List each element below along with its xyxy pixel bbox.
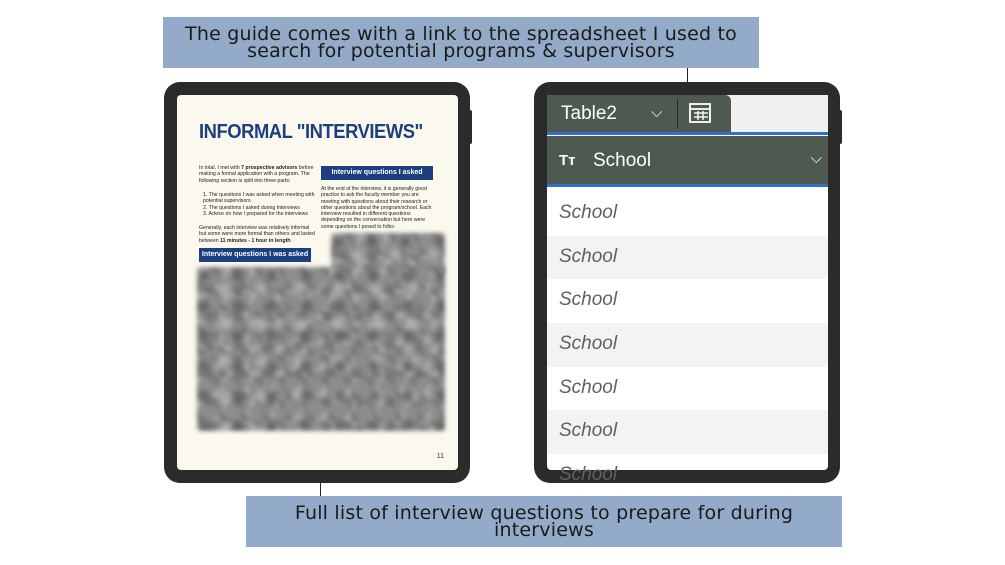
column-header[interactable] bbox=[547, 136, 828, 184]
table-tab[interactable] bbox=[547, 95, 731, 133]
right-tablet bbox=[534, 82, 840, 486]
bottom-callout-text: Full list of interview questions to prepare for during interviews bbox=[294, 502, 794, 541]
header-accent-line bbox=[547, 132, 828, 135]
section-bar-i-asked: Interview questions I asked bbox=[321, 166, 433, 180]
tab-divider bbox=[677, 99, 678, 129]
cell-text: School bbox=[559, 420, 618, 442]
page-title: INFORMAL "INTERVIEWS" bbox=[199, 121, 423, 143]
left-tablet bbox=[164, 82, 470, 483]
table-row[interactable] bbox=[547, 236, 828, 280]
list-item: 1. The questions I was asked when meeting with potential supervisors bbox=[203, 192, 315, 205]
text-type-icon: Tт bbox=[559, 152, 576, 169]
table-rows bbox=[547, 192, 828, 498]
tablet-side-button bbox=[838, 110, 842, 144]
intro-list bbox=[203, 192, 317, 217]
right-column-paragraph: At the end of the interview, it is generally good practice to ask the faculty member you are meeting with questions about their research or other questions about the program/school. Each interview resulted in different questions depending on the conversation but here were some questions I posed to folks: bbox=[321, 186, 432, 230]
cell-text: School bbox=[559, 202, 618, 223]
spreadsheet-screen bbox=[547, 95, 828, 486]
table-row[interactable] bbox=[547, 323, 828, 367]
chevron-down-icon[interactable]: ⌵ bbox=[651, 104, 663, 121]
page-number: 11 bbox=[436, 453, 444, 460]
cell-text: School bbox=[559, 376, 618, 398]
table-row[interactable] bbox=[547, 454, 828, 498]
list-item: 3. Advice on how I prepared for the interviews bbox=[203, 210, 308, 217]
table-row[interactable] bbox=[547, 367, 828, 411]
table-row[interactable] bbox=[547, 410, 828, 454]
tablet-side-button bbox=[468, 110, 472, 144]
table-row[interactable] bbox=[547, 192, 828, 236]
chevron-down-icon[interactable]: ⌵ bbox=[810, 150, 822, 167]
section-bar-asked-to-me: Interview questions I was asked bbox=[199, 248, 311, 262]
cell-text: School bbox=[559, 333, 618, 355]
table-tab-bar bbox=[547, 95, 828, 133]
column-accent-line bbox=[547, 184, 828, 187]
top-callout bbox=[163, 17, 759, 68]
top-callout-text: The guide comes with a link to the spreadsheet I used to search for potential programs & supervisors bbox=[185, 23, 737, 62]
table-tab-label: Table2 bbox=[561, 103, 617, 124]
cell-text: School bbox=[559, 464, 618, 486]
table-row[interactable] bbox=[547, 279, 828, 323]
bottom-callout bbox=[246, 496, 842, 547]
list-item: 2. The questions I asked during interviews bbox=[203, 204, 300, 211]
intro-paragraph: In total, I met with 7 prospective advisors before making a formal application with a program. The following section is split into three parts: bbox=[199, 165, 314, 184]
guide-page bbox=[177, 95, 458, 470]
column-name: School bbox=[593, 150, 652, 171]
cell-text: School bbox=[559, 289, 618, 311]
table-grid-icon[interactable] bbox=[689, 103, 711, 123]
blurred-questions-main bbox=[197, 267, 445, 431]
cell-text: School bbox=[559, 245, 618, 267]
length-paragraph: Generally, each interview was relatively informal but some were more formal than others and lasted between 11 minutes - 1 hour in length. bbox=[199, 225, 315, 244]
